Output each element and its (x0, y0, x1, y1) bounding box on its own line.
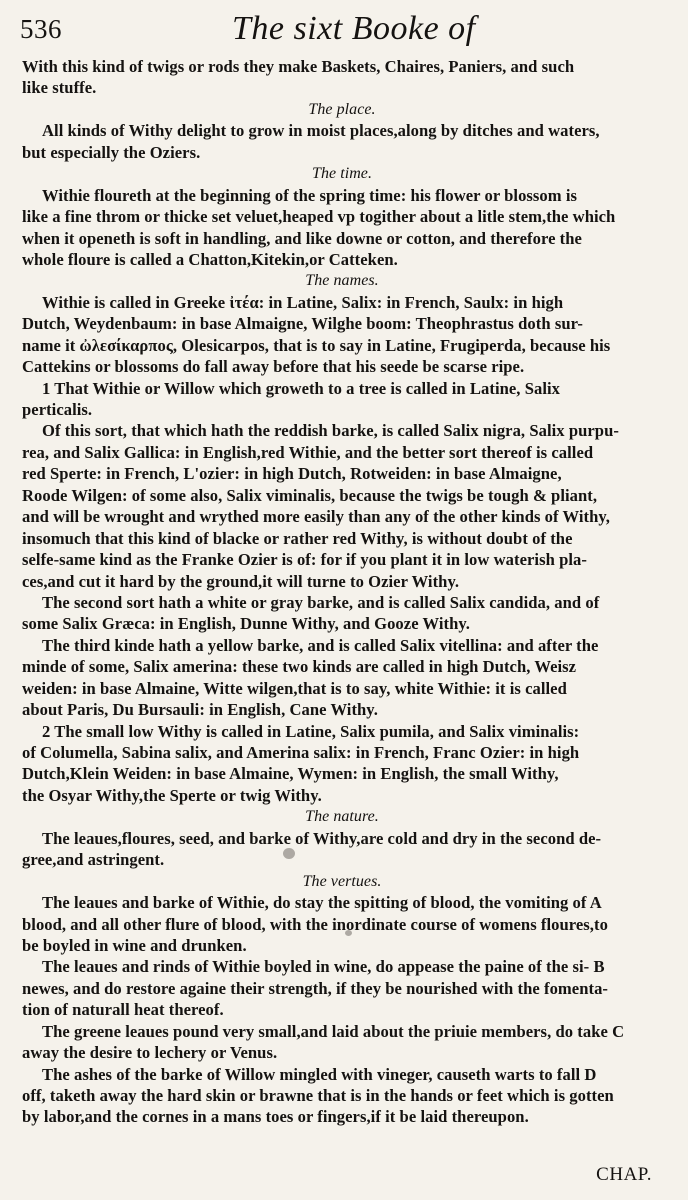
text-line: like a fine throm or thicke set veluet,heaped vp togither about a litle stem,the which (22, 207, 616, 227)
catchword: CHAP. (596, 1164, 652, 1185)
text-line: The leaues and barke of Withie, do stay the spitting of blood, the vomiting of A (42, 893, 602, 913)
text-line: the Osyar Withy,the Sperte or twig Withy. (22, 785, 322, 805)
text-line: perticalis. (22, 400, 93, 419)
text-line: The ashes of the barke of Willow mingled with vineger, causeth warts to fall D (42, 1064, 597, 1084)
text-line: The leaues,floures, seed, and barke of Withy,are cold and dry in the second de- (42, 828, 602, 848)
text-line: like stuffe. (22, 78, 97, 98)
text-line: Dutch, Weydenbaum: in base Almaigne, Wilghe boom: Theophrastus doth sur- (22, 314, 583, 334)
section-heading: The nature. (305, 808, 379, 826)
text-line: Cattekins or blossoms do fall away before that his seede be scarse ripe. (22, 357, 525, 377)
text-line: The greene leaues pound very small,and laid about the priuie members, do take C (42, 1021, 625, 1041)
text-line: about Paris, Du Bursauli: in English, Cane Withy. (22, 700, 378, 720)
text-line: minde of some, Salix amerina: these two kinds are called in high Dutch, Weisz (22, 657, 577, 677)
page-number: 536 (20, 14, 62, 44)
text-line: rea, and Salix Gallica: in English,red Withie, and the better sort thereof is called (22, 442, 594, 462)
text-line: be boyled in wine and drunken. (22, 935, 247, 955)
text-line: insomuch that this kind of blacke or rather red Withy, is without doubt of the (22, 528, 573, 548)
text-line: name it ὠλεσίκαρπος, Olesicarpos, that is to say in Latine, Frugiperda, because his (22, 335, 611, 355)
text-line: blood, and all other flure of blood, with the inordinate course of womens floures,to (22, 914, 608, 934)
text-line: The second sort hath a white or gray barke, and is called Salix candida, and of (42, 592, 600, 612)
text-line: away the desire to lechery or Venus. (22, 1043, 278, 1063)
text-line: weiden: in base Almaine, Witte wilgen,that is to say, white Withie: it is called (22, 678, 567, 698)
section-heading: The vertues. (302, 872, 382, 890)
text-line: Withie floureth at the beginning of the spring time: his flower or blossom is (42, 185, 578, 205)
text-line: 2 The small low Withy is called in Latine, Salix pumila, and Salix viminalis: (42, 721, 580, 741)
text-line: Dutch,Klein Weiden: in base Almaine, Wymen: in English, the small Withy, (22, 764, 559, 784)
ink-smudge (283, 848, 295, 859)
ink-smudge (345, 930, 352, 936)
text-line: All kinds of Withy delight to grow in moist places,along by ditches and waters, (42, 121, 600, 141)
text-line: and will be wrought and wrythed more easily than any of the other kinds of Withy, (22, 507, 610, 527)
text-line: newes, and do restore againe their strength, if they be nourished with the fomenta- (22, 978, 608, 998)
text-line: The third kinde hath a yellow barke, and is called Salix vitellina: and after the (42, 635, 599, 655)
text-line: selfe-same kind as the Franke Ozier is of: for if you plant it in low waterish pla- (22, 550, 587, 570)
text-line: ces,and cut it hard by the ground,it will turne to Ozier Withy. (22, 571, 460, 591)
text-line: by labor,and the cornes in a mans toes or fingers,if it be laid thereupon. (22, 1107, 529, 1127)
text-line: when it openeth is soft in handling, and like downe or cotton, and therefore the (22, 228, 582, 248)
body-text (22, 56, 662, 1128)
text-line: The leaues and rinds of Withie boyled in wine, do appease the paine of the si- B (42, 957, 605, 977)
text-line: 1 That Withie or Willow which groweth to a tree is called in Latine, Salix (42, 378, 560, 398)
page-header (14, 10, 668, 54)
text-line: off, taketh away the hard skin or brawne that is in the hands or feet which is gotten (22, 1086, 614, 1105)
text-line: Of this sort, that which hath the reddish barke, is called Salix nigra, Salix purpu- (42, 421, 619, 441)
text-line: red Sperte: in French, L'ozier: in high Dutch, Rotweiden: in base Almaigne, (22, 464, 562, 484)
text-line: With this kind of twigs or rods they make Baskets, Chaires, Paniers, and such (22, 57, 575, 76)
text-line: gree,and astringent. (22, 850, 165, 870)
section-heading: The names. (305, 272, 379, 290)
text-line: Withie is called in Greeke ἰτέα: in Latine, Salix: in French, Saulx: in high (42, 292, 564, 312)
text-line: Roode Wilgen: of some also, Salix viminalis, because the twigs be tough & pliant, (22, 485, 598, 505)
text-line: whole floure is called a Chatton,Kitekin,or Catteken. (22, 249, 398, 269)
text-line: but especially the Oziers. (22, 142, 201, 162)
section-heading: The time. (312, 165, 372, 183)
text-line: tion of naturall heat thereof. (22, 1000, 224, 1020)
section-heading: The place. (308, 100, 376, 118)
running-title: The sixt Booke of (232, 10, 476, 47)
text-line: of Columella, Sabina salix, and Amerina salix: in French, Franc Ozier: in high (22, 743, 580, 762)
text-line: some Salix Græca: in English, Dunne Withy, and Gooze Withy. (22, 614, 470, 634)
